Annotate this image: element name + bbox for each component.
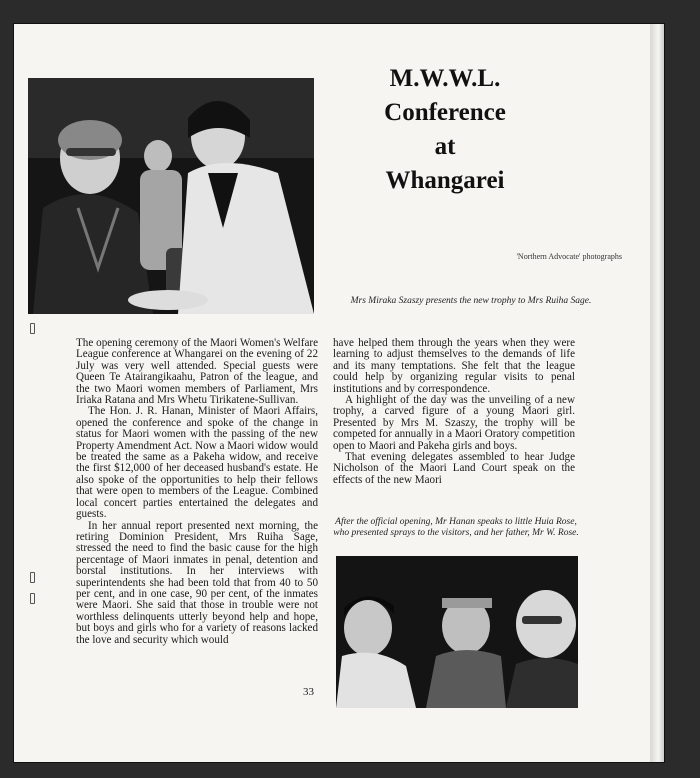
paragraph: The Hon. J. R. Hanan, Minister of Maori Affairs, opened the conference and spoke of the change in status for Maori women with the passing of the new Property Amendment Act. Now a Maori widow would be treated the same as a Pakeha widow, and receive the first $12,000 of her deceased husband's estate. He also spoke of the opportunities to help their fellows that were open to members of the League. Combined local concert parties entertained the delegates and guests.	[76, 405, 318, 521]
paragraph: A highlight of the day was the unveiling of a new trophy, a carved figure of a young Maori girl. Presented by Mrs M. Szaszy, the trophy will be competed for annually in a Maori Oratory competition open to Maori and Pakeha girls and boys.	[333, 394, 575, 452]
binding-mark	[30, 593, 35, 604]
caption-top: Mrs Miraka Szaszy presents the new trophy to Mrs Ruiha Sage.	[350, 296, 592, 306]
photo-credit: 'Northern Advocate' photographs	[516, 252, 622, 261]
paragraph: The opening ceremony of the Maori Women's Welfare League conference at Whangarei on the evening of 22 July was very well attended. Special guests were Queen Te Atairangikaahu, Patron of the league, and the two Maori women members of Parliament, Mrs Iriaka Ratana and Mrs Whetu Tirikatene-Sullivan.	[76, 337, 318, 407]
right-column	[333, 338, 575, 508]
page-edge-shadow	[650, 24, 664, 762]
hanan-rose-photo	[336, 556, 578, 708]
title-line-2: Conference	[384, 99, 506, 126]
title-line-1: M.W.W.L.	[389, 65, 501, 92]
binding-mark	[30, 323, 35, 334]
binding-mark	[30, 572, 35, 583]
paragraph: In her annual report presented next morning, the retiring Dominion President, Mrs Ruiha Sage, stressed the need to find the basic cause for the high percentage of Maori inmates in penal, detention and borstal institutions. In her interviews with superintendents she had been told that from 40 to 50 per cent, and in one case, 90 per cent, of the inmates were Maori. She said that those in trouble were not worthless delinquents utterly beyond help and hope, but boys and girls who for a variety of reasons lacked the love and security which would	[76, 519, 318, 646]
paragraph: have helped them through the years when they were learning to adjust themselves to the demands of life and its many temptations. She felt that the league could help by organizing regular visits to penal institutions and by correspondence.	[333, 337, 575, 395]
title-line-3: at	[434, 133, 456, 160]
caption-bottom: After the official opening, Mr Hanan speaks to little Huia Rose, who presented sprays to the visitors, and her father, Mr W. Rose.	[333, 517, 579, 538]
paragraph: That evening delegates assembled to hear Judge Nicholson of the Maori Land Court speak on the effects of the new Maori	[333, 451, 575, 486]
trophy-presentation-photo	[28, 78, 314, 314]
left-column	[76, 338, 318, 710]
page-number: 33	[303, 686, 314, 698]
article-title	[345, 62, 545, 198]
title-line-4: Whangarei	[385, 167, 505, 194]
